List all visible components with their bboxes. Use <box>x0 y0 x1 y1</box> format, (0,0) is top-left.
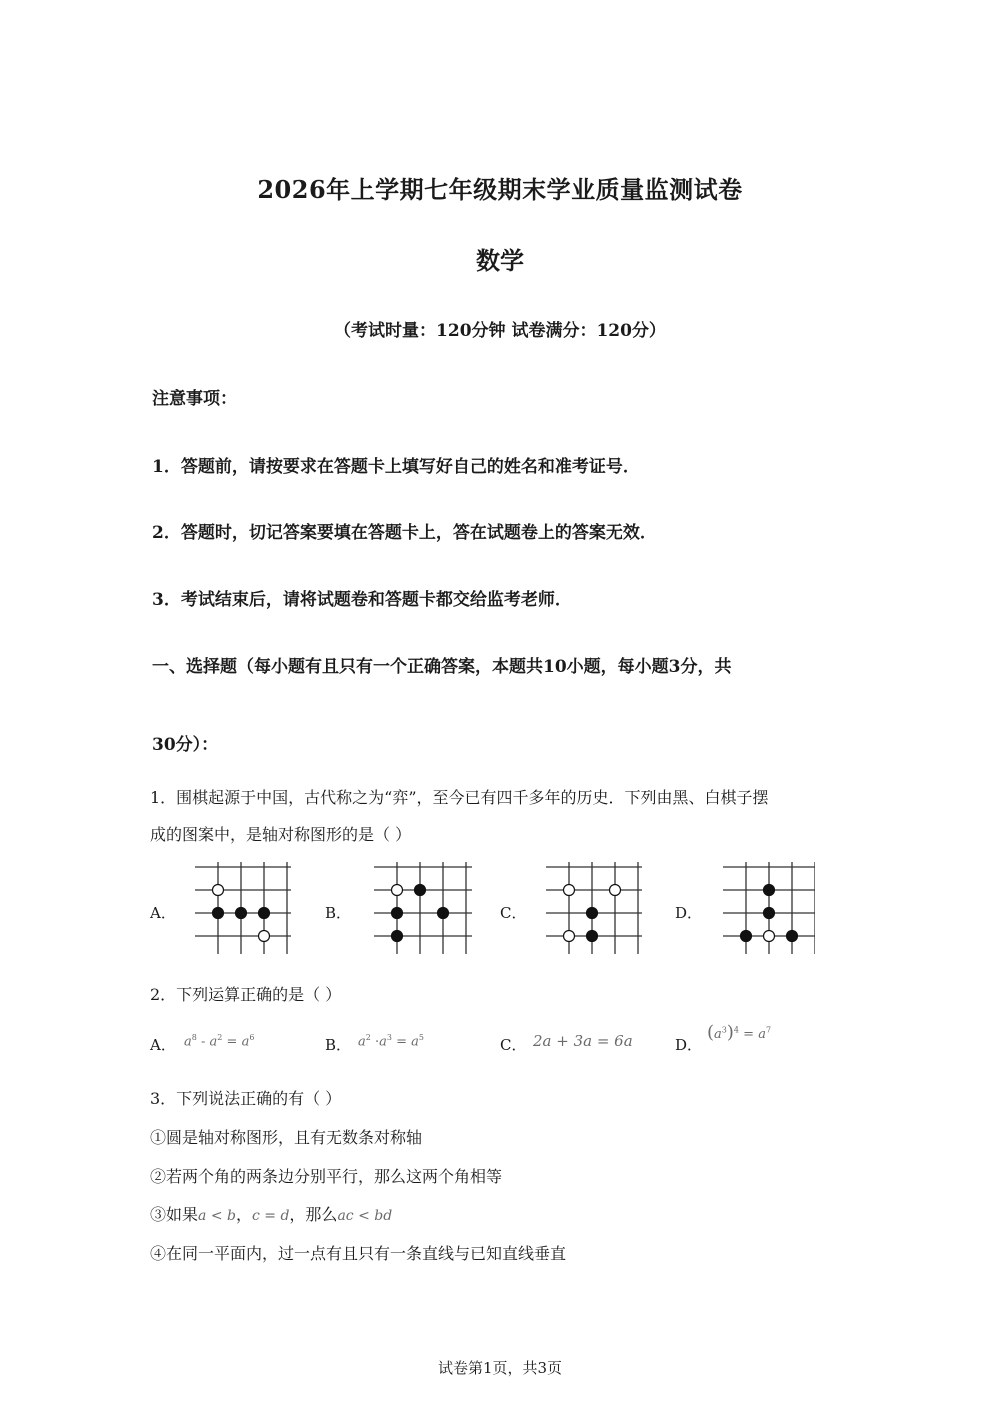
q3-s3-math-1: a < b <box>198 1208 236 1224</box>
black-stone <box>236 908 247 919</box>
q2-option-c-expression: 2a + 3a = 6a <box>533 1032 633 1050</box>
q1-option-c-label: C． <box>500 904 527 922</box>
q1-stem-line1: 1．围棋起源于中国，古代称之为“弈”，至今已有四千多年的历史．下列由黑、白棋子摆 <box>150 788 769 807</box>
exam-title: 2026年上学期七年级期末学业质量监测试卷 <box>257 175 743 204</box>
q2-option-b-expression: $a^2 \cdot a^3 = a^5$ <box>358 1033 425 1050</box>
q1-stem-line2: 成的图案中，是轴对称图形的是（ ） <box>150 825 412 844</box>
black-stone <box>587 931 598 942</box>
q2-option-a-expression: $a^8 - a^2 = a^6$ <box>184 1033 255 1050</box>
black-stone <box>259 908 270 919</box>
q3-s3-math-3: ac < bd <box>337 1208 393 1224</box>
page-footer: 试卷第1页，共3页 <box>437 1359 563 1377</box>
black-stone <box>392 931 403 942</box>
q2-option-d-expression: $(a^3)^4 = a^7$ <box>707 1022 772 1043</box>
white-stone <box>610 885 621 896</box>
q2-option-a-label: A． <box>150 1036 176 1054</box>
q3-stem: 3．下列说法正确的有（ ） <box>150 1089 342 1108</box>
notice-item-3: 3．考试结束后，请将试题卷和答题卡都交给监考老师． <box>152 590 572 610</box>
q1-option-d-board <box>723 862 815 954</box>
black-stone <box>787 931 798 942</box>
white-stone <box>392 885 403 896</box>
white-stone <box>213 885 224 896</box>
black-stone <box>415 885 426 896</box>
q3-statement-2: ②若两个角的两条边分别平行，那么这两个角相等 <box>150 1167 503 1186</box>
q3-s3-math-2: c = d <box>251 1208 290 1224</box>
black-stone <box>764 908 775 919</box>
subject-title: 数学 <box>476 246 524 275</box>
q3-s3-sep2: ，那么 <box>289 1205 338 1224</box>
q3-statement-4: ④在同一平面内，过一点有且只有一条直线与已知直线垂直 <box>150 1244 567 1263</box>
notice-item-2: 2．答题时，切记答案要填在答题卡上，答在试题卷上的答案无效． <box>152 523 657 543</box>
black-stone <box>587 908 598 919</box>
q1-option-c-board <box>546 862 642 954</box>
black-stone <box>392 908 403 919</box>
q1-option-d-label: D． <box>675 904 703 922</box>
q3-statement-1: ①圆是轴对称图形，且有无数条对称轴 <box>150 1128 423 1147</box>
q2-option-c-label: C． <box>500 1036 527 1054</box>
black-stone <box>438 908 449 919</box>
q1-option-b-label: B． <box>325 904 352 922</box>
white-stone <box>564 931 575 942</box>
q3-s3-sep1: ， <box>235 1205 252 1224</box>
q2-stem: 2．下列运算正确的是（ ） <box>150 985 342 1004</box>
q3-statement-3 <box>150 1202 392 1225</box>
q1-option-a-label: A． <box>150 904 176 922</box>
q2-option-b-label: B． <box>325 1036 352 1054</box>
q2-option-d-label: D． <box>675 1036 703 1054</box>
white-stone <box>259 931 270 942</box>
exam-info: （考试时量：120分钟 试卷满分：120分） <box>334 321 666 341</box>
black-stone <box>741 931 752 942</box>
black-stone <box>764 885 775 896</box>
notice-item-1: 1．答题前，请按要求在答题卡上填写好自己的姓名和准考证号． <box>152 457 640 477</box>
section-heading-line2: 30分）： <box>152 735 219 755</box>
q1-option-b-board <box>374 862 472 954</box>
section-heading-line1: 一、选择题（每小题有且只有一个正确答案，本题共10小题，每小题3分，共 <box>152 657 732 677</box>
white-stone <box>764 931 775 942</box>
black-stone <box>213 908 224 919</box>
q3-s3-prefix: ③如果 <box>150 1205 199 1224</box>
white-stone <box>564 885 575 896</box>
notice-heading: 注意事项： <box>152 389 237 409</box>
q1-option-a-board <box>195 862 291 954</box>
